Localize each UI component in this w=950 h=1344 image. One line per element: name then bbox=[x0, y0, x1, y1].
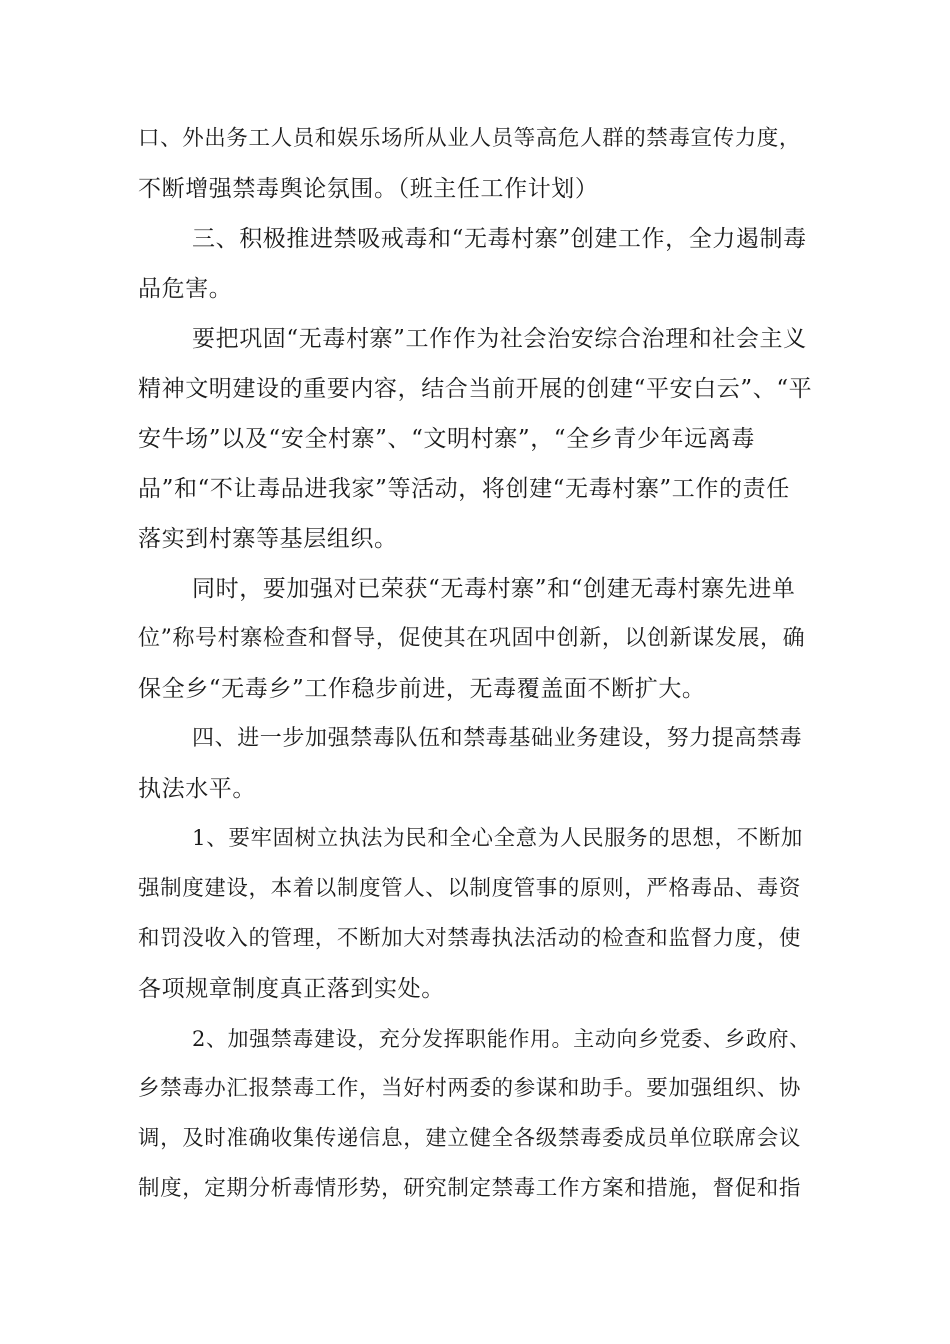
text-line: 强制度建设，本着以制度管人、以制度管事的原则，严格毒品、毒资 bbox=[138, 876, 802, 901]
text-line: 安牛场”以及“安全村寨”、“文明村寨”，“全乡青少年远离毒 bbox=[138, 426, 755, 452]
text-line: 乡禁毒办汇报禁毒工作，当好村两委的参谋和助手。要加强组织、协 bbox=[138, 1076, 802, 1101]
paragraph-start: 要把巩固“无毒村寨”工作作为社会治安综合治理和社会主义 bbox=[192, 326, 807, 352]
text-line: 口、外出务工人员和娱乐场所从业人员等高危人群的禁毒宣传力度， bbox=[138, 126, 802, 151]
section-heading: 四、进一步加强禁毒队伍和禁毒基础业务建设，努力提高禁毒 bbox=[192, 726, 803, 751]
section-heading: 三、积极推进禁吸戒毒和“无毒村寨”创建工作，全力遏制毒 bbox=[192, 226, 807, 252]
text-line: 制度，定期分析毒情形势，研究制定禁毒工作方案和措施，督促和指 bbox=[138, 1176, 802, 1201]
text-line: 保全乡“无毒乡”工作稳步前进，无毒覆盖面不断扩大。 bbox=[138, 676, 706, 702]
text-line: 精神文明建设的重要内容，结合当前开展的创建“平安白云”、“平 bbox=[138, 376, 813, 402]
text-line: 不断增强禁毒舆论氛围。（班主任工作计划） bbox=[138, 176, 599, 202]
text-line: 落实到村寨等基层组织。 bbox=[138, 526, 398, 552]
text-line: 调，及时准确收集传递信息，建立健全各级禁毒委成员单位联席会议 bbox=[138, 1126, 802, 1151]
paragraph-start: 1、要牢固树立执法为民和全心全意为人民服务的思想，不断加 bbox=[192, 826, 803, 851]
text-line: 位”称号村寨检查和督导，促使其在巩固中创新，以创新谋发展，确 bbox=[138, 626, 806, 651]
text-line: 和罚没收入的管理，不断加大对禁毒执法活动的检查和监督力度，使 bbox=[138, 926, 802, 951]
text-line: 品”和“不让毒品进我家”等活动，将创建“无毒村寨”工作的责任 bbox=[138, 476, 790, 502]
paragraph-start: 2、加强禁毒建设，充分发挥职能作用。主动向乡党委、乡政府、 bbox=[192, 1027, 811, 1051]
paragraph-start: 同时，要加强对已荣获“无毒村寨”和“创建无毒村寨先进单 bbox=[192, 576, 796, 602]
text-line: 品危害。 bbox=[138, 276, 233, 302]
text-line: 执法水平。 bbox=[138, 776, 256, 802]
text-line: 各项规章制度真正落到实处。 bbox=[138, 976, 445, 1002]
